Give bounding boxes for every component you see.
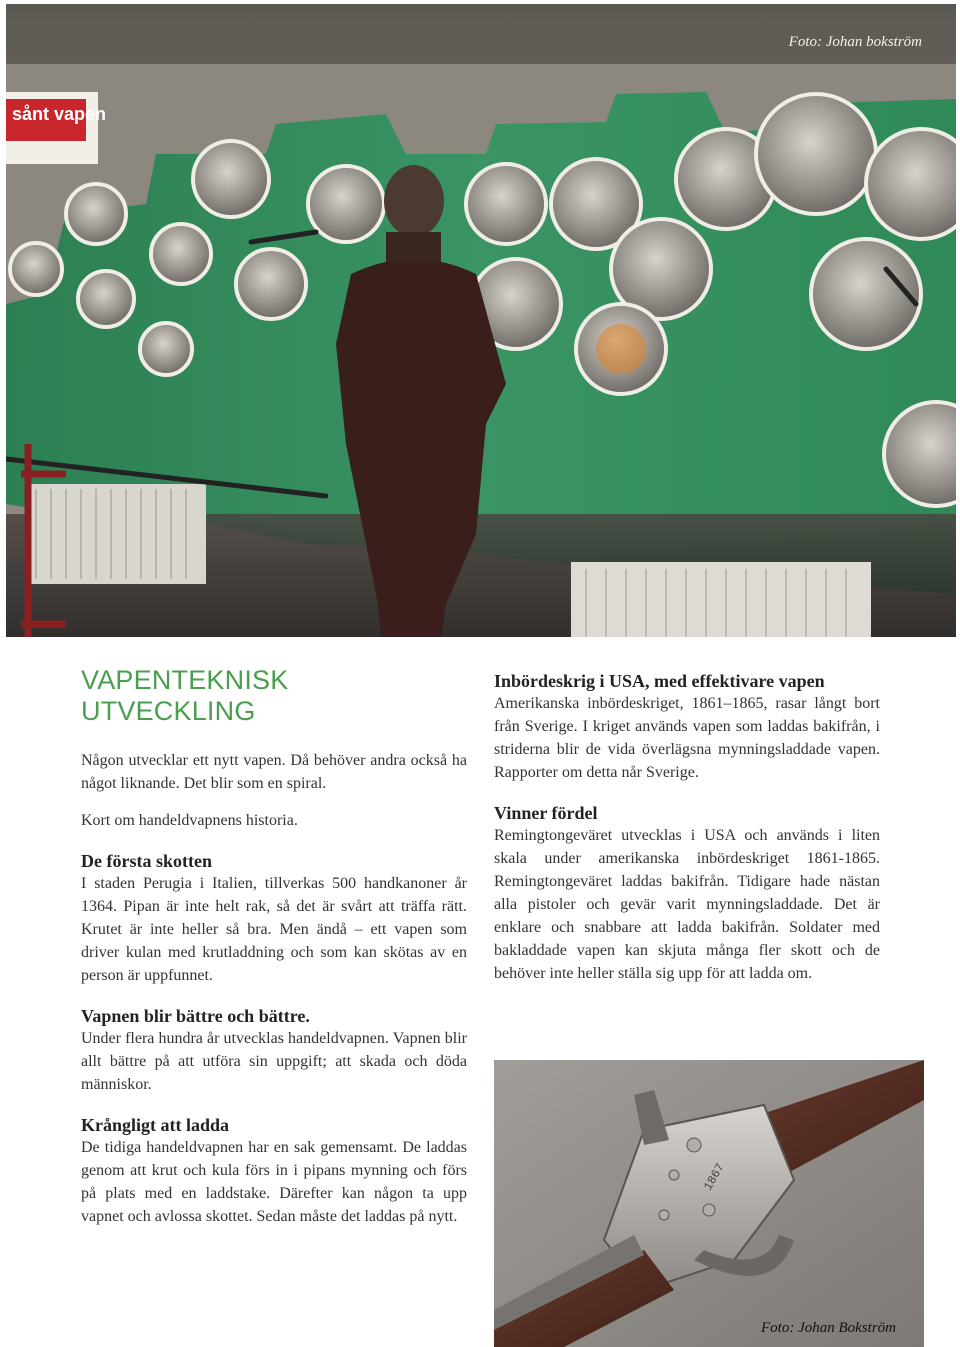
rifle-illustration: [494, 1060, 924, 1347]
section-body-inbordeskrig: Amerikanska inbördeskriget, 1861–1865, rasar långt bort från Sverige. I kriget används vapen som laddas bakifrån, i striderna blir de vida överlägsna mynningsladdade vapen. Rapporter om detta når Sverige.: [494, 695, 880, 781]
photo-credit: Foto: Johan bokström: [788, 34, 922, 50]
rifle-photo: [494, 1060, 924, 1347]
section-body-forsta-skotten: I staden Perugia i Italien, tillverkas 500 handkanoner år 1364. Pipan är inte helt rak, så det är svårt att träffa rätt. Krutet är inte heller så bra. Men ändå – ett vapen som driver kulan med krutladdning och som kan skötas av en person är uppfunnet.: [81, 875, 467, 984]
intro-subline: Kort om handeldvapnens historia.: [81, 812, 298, 829]
section-body-battre: Under flera hundra år utvecklas handeldvapnen. Vapnen blir allt bättre på att utföra sin uppgift; att skada och döda människor.: [81, 1030, 467, 1093]
intro-paragraph: Någon utvecklar ett nytt vapen. Då behöver andra också ha något liknande. Det blir som en spiral.: [81, 752, 467, 792]
section-heading-battre: Vapnen blir bättre och bättre.: [81, 1006, 310, 1026]
section-heading-inbordeskrig: Inbördeskrig i USA, med effektivare vapen: [494, 671, 825, 691]
section-body-krangligt: De tidiga handeldvapnen har en sak gemensamt. De laddas genom att krut och kula förs in i pipans mynning och förs på plats med en laddstake. Därefter kan någon ta upp vapnet och avlossa skottet. Sedan måste det laddas på nytt.: [81, 1139, 467, 1225]
left-column: [81, 665, 467, 1228]
page-title: VAPENTEKNISK UTVECKLING: [81, 665, 289, 726]
rifle-engraving: 1867: [701, 1161, 728, 1193]
photo-credit: Foto: Johan Bokström: [761, 1320, 896, 1336]
section-heading-vinner-fordel: Vinner fördel: [494, 803, 598, 823]
section-heading-forsta-skotten: De första skotten: [81, 851, 212, 871]
sign-text: sånt vapen: [12, 104, 107, 124]
exhibition-scene-illustration: [6, 4, 956, 637]
right-column: [494, 670, 880, 985]
hero-photo: [6, 4, 956, 637]
section-body-vinner-fordel: Remingtongeväret utvecklas i USA och används i liten skala under amerikanska inbördeskriget 1861-1865. Remingtongeväret laddas bakifrån. Tidigare hade nästan alla pistoler och gevär varit mynningsladdade. Det är enklare och snabbare att ladda bakifrån. Soldater med bakladdade vapen kan skjuta många fler skott och de behöver inte heller ställa sig upp för att ladda om.: [494, 827, 880, 982]
section-heading-krangligt: Krångligt att ladda: [81, 1115, 230, 1135]
